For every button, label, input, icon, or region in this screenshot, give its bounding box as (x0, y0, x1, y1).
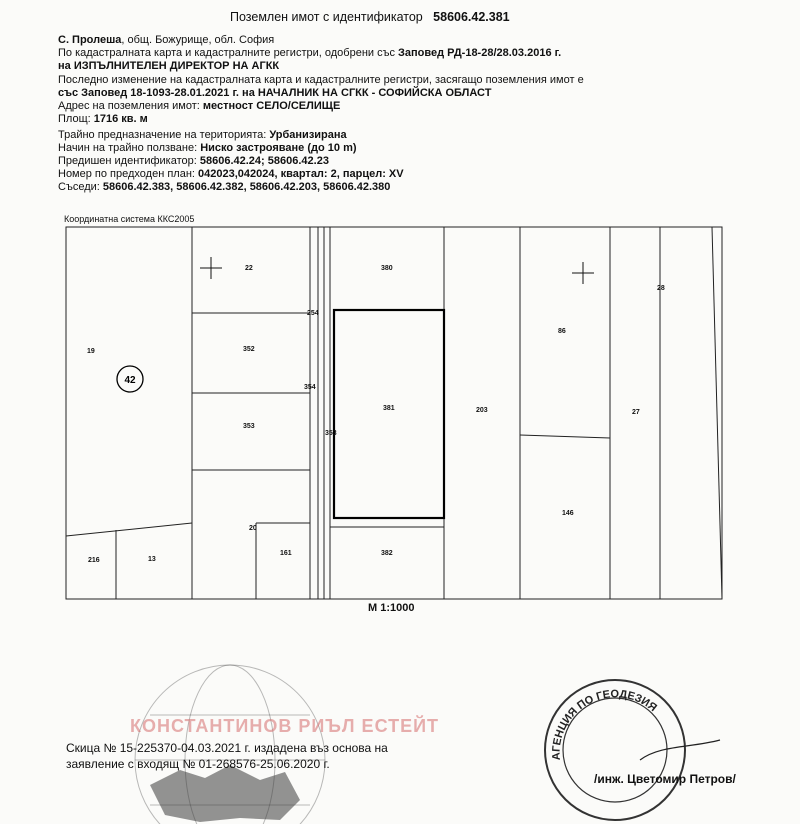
address-label: Адрес на поземления имот: (58, 100, 200, 112)
map-shape-watermark (150, 765, 300, 822)
parcel-label: 19 (87, 348, 95, 355)
parcel-label: 254 (307, 310, 319, 317)
address-value: местност СЕЛО/СЕЛИЩЕ (202, 100, 341, 112)
sketch-line: Скица № 15-225370-04.03.2021 г. издадена въз основа на (66, 741, 388, 755)
official-stamp (545, 680, 720, 820)
purpose-label: Трайно предназначение на територията: (58, 129, 267, 141)
boundary-line (66, 523, 192, 536)
area-label: Площ: (58, 113, 91, 125)
parcel-label: 203 (476, 407, 488, 414)
parcel-label: 354 (304, 384, 316, 391)
grid-cross-icon (200, 257, 222, 279)
order-label: По кадастралната карта и кадастралните регистри, одобрени със (58, 47, 395, 59)
property-identifier: 58606.42.381 (433, 10, 510, 24)
previous-id-value: 58606.42.24; 58606.42.23 (199, 155, 329, 167)
parcel-label: 20 (249, 525, 257, 532)
parcel-label: 13 (148, 556, 156, 563)
boundary-line (520, 435, 610, 438)
parcel-label: 86 (558, 328, 566, 335)
usage-label: Начин на трайно ползване: (58, 142, 198, 154)
location-municipality: , общ. Божурище, обл. София (121, 34, 275, 46)
parcel-label: 380 (381, 265, 393, 272)
parcel-label: 161 (280, 550, 292, 557)
last-change-label: Последно изменение на кадастралната карта и кадастралните регистри, засягащо поземления имот е (58, 74, 584, 86)
parcel-label: 353 (243, 423, 255, 430)
request-line: заявление с входящ № 01-268576-25.06.2020 г. (66, 757, 330, 771)
map-scale: М 1:1000 (368, 602, 415, 614)
plan-value: 042023,042024, квартал: 2, парцел: XV (198, 168, 404, 180)
map-frame (66, 227, 722, 599)
plan-label: Номер по предходен план: (58, 168, 195, 180)
order-authority: на ИЗПЪЛНИТЕЛЕН ДИРЕКТОР НА АГКК (58, 60, 280, 72)
block-number: 42 (124, 375, 136, 386)
parcel-label: 146 (562, 510, 574, 517)
usage-value: Ниско застрояване (до 10 m) (200, 142, 357, 154)
area-value: 1716 кв. м (93, 113, 148, 125)
stamp-text: АГЕНЦИЯ ПО ГЕОДЕЗИЯ (550, 688, 659, 761)
agency-watermark: КОНСТАНТИНОВ РИЪЛ ЕСТЕЙТ (130, 716, 440, 736)
parcel-label: 382 (381, 550, 393, 557)
parcel-label: 216 (88, 557, 100, 564)
neighbours-label: Съседи: (58, 181, 100, 193)
signer-name: /инж. Цветомир Петров/ (594, 772, 736, 786)
last-change-value: със Заповед 18-1093-28.01.2021 г. на НАЧАЛНИК НА СГКК - СОФИЙСКА ОБЛАСТ (58, 87, 492, 99)
parcel-label: 28 (657, 285, 665, 292)
signature-stroke (640, 740, 720, 760)
parcel-label: 27 (632, 409, 640, 416)
subject-parcel-outline (334, 310, 444, 518)
title-prefix: Поземлен имот с идентификатор (230, 10, 423, 24)
parcel-label: 22 (245, 265, 253, 272)
parcel-label: 352 (243, 346, 255, 353)
purpose-value: Урбанизирана (269, 129, 347, 141)
coordinate-system-label: Координатна система ККС2005 (64, 214, 195, 224)
boundary-line (712, 227, 722, 599)
parcel-label: 353 (325, 430, 337, 437)
location-village: С. Пролеша (58, 34, 122, 46)
subject-parcel-label: 381 (383, 405, 395, 412)
grid-cross-icon (572, 262, 594, 284)
order-value: Заповед РД-18-28/28.03.2016 г. (398, 47, 562, 59)
neighbours-value: 58606.42.383, 58606.42.382, 58606.42.203, 58606.42.380 (102, 181, 391, 193)
previous-id-label: Предишен идентификатор: (58, 155, 197, 167)
